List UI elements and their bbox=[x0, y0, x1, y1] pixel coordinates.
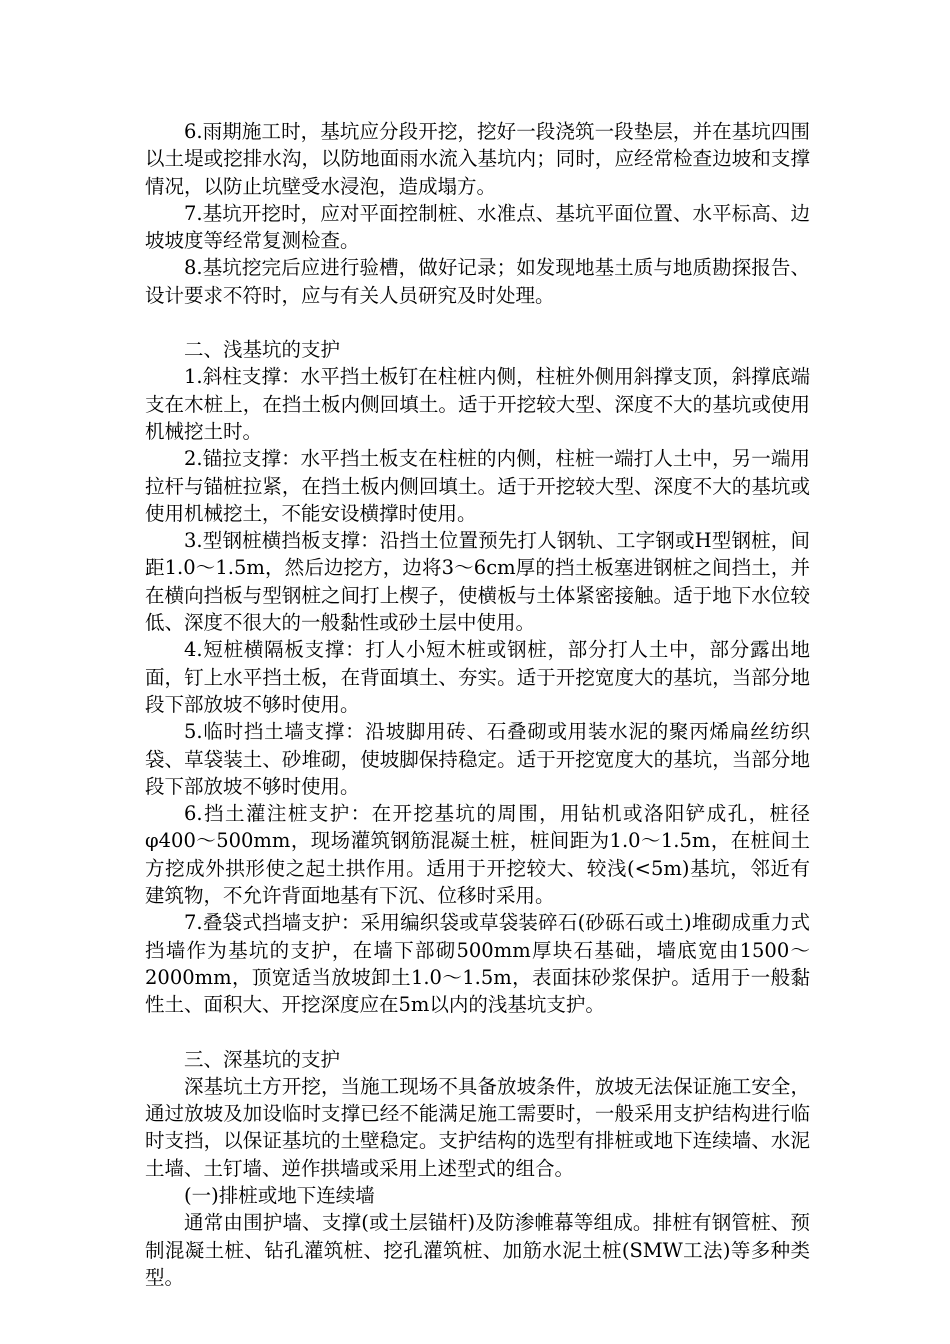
section-spacer bbox=[145, 1019, 810, 1046]
paragraph-support-5: 5.临时挡土墙支撑：沿坡脚用砖、石叠砌或用装水泥的聚丙烯扁丝纺织袋、草袋装土、砂堆砌，使坡脚保持稳定。适于开挖宽度大的基坑，当部分地段下部放坡不够时使用。 bbox=[145, 720, 810, 798]
paragraph-support-2: 2.锚拉支撑：水平挡土板支在柱桩的内侧，柱桩一端打人土中，另一端用拉杆与锚桩拉紧，在挡土板内侧回填土。适于开挖较大型、深度不大的基坑或使用机械挖土，不能安设横撑时使用。 bbox=[145, 447, 810, 525]
document-body bbox=[145, 118, 810, 1291]
paragraph-item-6: 6.雨期施工时，基坑应分段开挖，挖好一段浇筑一段垫层，并在基坑四围以土堤或挖排水沟，以防地面雨水流入基坑内；同时，应经常检查边坡和支撑情况，以防止坑壁受水浸泡，造成塌方。 bbox=[145, 120, 810, 198]
paragraph-support-3: 3.型钢桩横挡板支撑：沿挡土位置预先打人钢轨、工字钢或H型钢桩，间距1.0～1.5m，然后边挖方，边将3～6cm厚的挡土板塞进钢桩之间挡土，并在横向挡板与型钢桩之间打上楔子，使横板与土体紧密接触。适于地下水位较低、深度不很大的一般黏性或砂土层中使用。 bbox=[145, 529, 810, 635]
section-heading-shallow-pit: 二、浅基坑的支护 bbox=[184, 338, 341, 362]
paragraph-pile-wall: 通常由围护墙、支撑(或土层锚杆)及防渗帷幕等组成。排桩有钢管桩、预制混凝土桩、钻孔灌筑桩、挖孔灌筑桩、加筋水泥土桩(SMW工法)等多种类型。 bbox=[145, 1211, 810, 1289]
paragraph-support-4: 4.短桩横隔板支撑：打人小短木桩或钢桩，部分打人土中，部分露出地面，钉上水平挡土板，在背面填土、夯实。适于开挖宽度大的基坑，当部分地段下部放坡不够时使用。 bbox=[145, 638, 810, 716]
paragraph-support-6: 6.挡土灌注桩支护：在开挖基坑的周围，用钻机或洛阳铲成孔，桩径φ400～500mm，现场灌筑钢筋混凝土桩，桩间距为1.0～1.5m，在桩间土方挖成外拱形使之起土拱作用。适用于开挖较大、较浅(<5m)基坑，邻近有建筑物，不允许背面地基有下沉、位移时采用。 bbox=[145, 802, 810, 908]
section-spacer bbox=[145, 309, 810, 336]
paragraph-item-7: 7.基坑开挖时，应对平面控制桩、水准点、基坑平面位置、水平标高、边坡坡度等经常复测检查。 bbox=[145, 201, 810, 253]
section-heading-deep-pit: 三、深基坑的支护 bbox=[184, 1047, 341, 1071]
subsection-heading-pile-wall: (一)排桩或地下连续墙 bbox=[184, 1183, 375, 1207]
paragraph-support-1: 1.斜柱支撑：水平挡土板钉在柱桩内侧，柱桩外侧用斜撑支顶，斜撑底端支在木桩上，在挡土板内侧回填土。适于开挖较大型、深度不大的基坑或使用机械挖土时。 bbox=[145, 365, 810, 443]
paragraph-item-8: 8.基坑挖完后应进行验槽，做好记录；如发现地基土质与地质勘探报告、设计要求不符时，应与有关人员研究及时处理。 bbox=[145, 256, 810, 307]
paragraph-deep-pit-intro: 深基坑土方开挖，当施工现场不具备放坡条件，放坡无法保证施工安全，通过放坡及加设临时支撑已经不能满足施工需要时，一般采用支护结构进行临时支挡，以保证基坑的土壁稳定。支护结构的选型有排桩或地下连续墙、水泥土墙、土钉墙、逆作拱墙或采用上述型式的组合。 bbox=[145, 1074, 810, 1180]
paragraph-support-7: 7.叠袋式挡墙支护：采用编织袋或草袋装碎石(砂砾石或土)堆砌成重力式挡墙作为基坑的支护，在墙下部砌500mm厚块石基础，墙底宽由1500～2000mm，顶宽适当放坡卸土1.0～1.5m，表面抹砂浆保护。适用于一般黏性土、面积大、开挖深度应在5m以内的浅基坑支护。 bbox=[145, 911, 810, 1017]
